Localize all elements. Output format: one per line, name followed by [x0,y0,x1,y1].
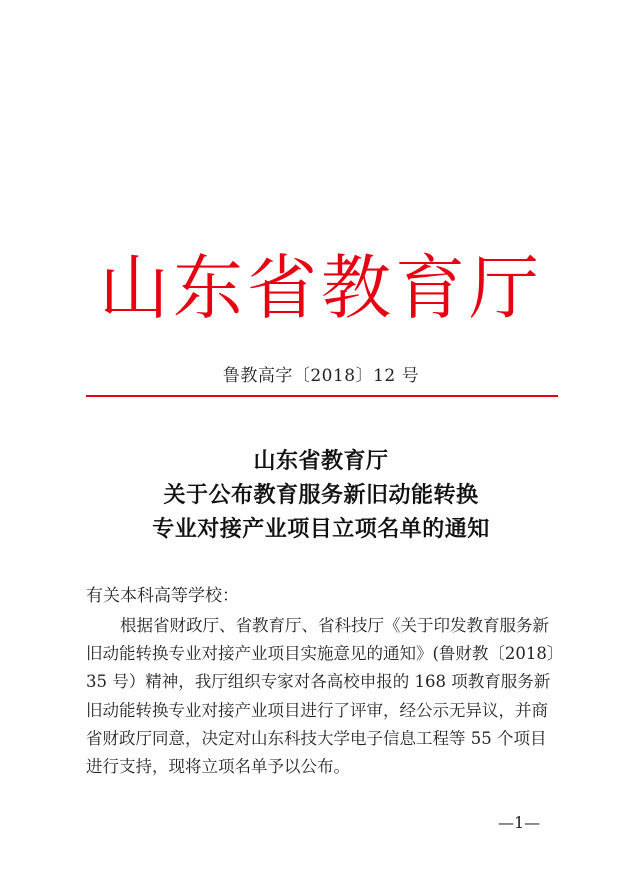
body-line: 根据省财政厅、省教育厅、省科技厅《关于印发教育服务新 [120,616,549,635]
salutation: 有关本科高等学校： [86,586,239,606]
title-line: 山东省教育厅 [253,449,389,474]
notice-title [0,445,642,547]
title-line: 专业对接产业项目立项名单的通知 [152,517,490,542]
body-paragraph [86,612,564,781]
issuing-authority-header: 山东省教育厅 [99,247,543,329]
body-line: 旧动能转换专业对接产业项目进行了评审，经公示无异议，并商 [86,700,548,720]
body-line: 旧动能转换专业对接产业项目实施意见的通知》(鲁财教〔2018〕 [86,644,564,664]
body-line: 35 号）精神，我厅组织专家对各高校申报的 168 项教育服务新 [86,672,551,692]
title-line: 关于公布教育服务新旧动能转换 [163,483,479,508]
red-divider-line [86,395,558,397]
body-line: 进行支持，现将立项名单予以公布。 [86,757,350,777]
document-number: 鲁教高字〔2018〕12 号 [222,366,420,386]
body-line: 省财政厅同意，决定对山东科技大学电子信息工程等 55 个项目 [86,728,547,748]
page-number: —1— [498,813,541,832]
